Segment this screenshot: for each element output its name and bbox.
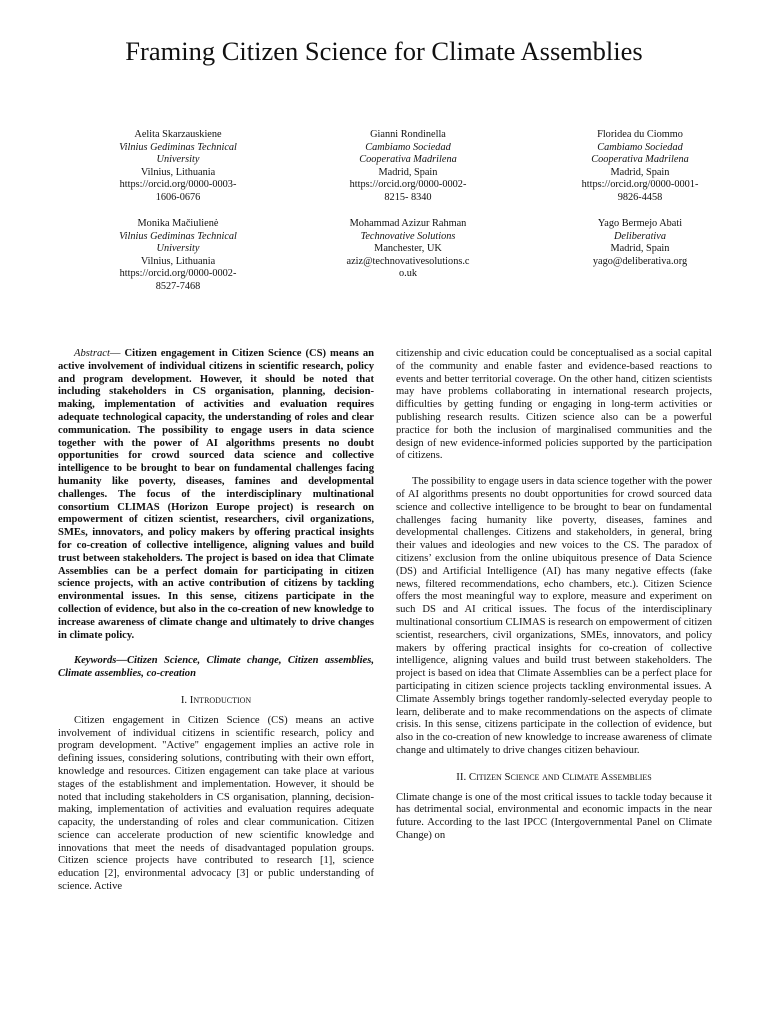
author-name: Monika Mačiulienė bbox=[137, 218, 219, 229]
author-name: Gianni Rondinella bbox=[370, 129, 446, 140]
author-affiliation: University bbox=[156, 243, 200, 255]
author-orcid: 1606-0676 bbox=[155, 191, 201, 203]
author-email: yago@deliberativa.org bbox=[592, 255, 688, 267]
author-location: Madrid, Spain bbox=[610, 243, 670, 255]
author-orcid: https://orcid.org/0000-0002- bbox=[349, 179, 467, 191]
author-affiliation: Cooperativa Madrilena bbox=[359, 154, 457, 166]
author-name: Yago Bermejo Abati bbox=[597, 218, 683, 229]
author-location: Manchester, UK bbox=[374, 243, 442, 255]
right-column bbox=[396, 348, 712, 843]
author-name: Floridea du Ciommo bbox=[597, 129, 683, 140]
author-name: Aelita Skarzauskiene bbox=[134, 129, 222, 140]
author-orcid: https://orcid.org/0000-0002- bbox=[119, 268, 237, 280]
author-orcid: https://orcid.org/0000-0001- bbox=[581, 179, 699, 191]
abstract-body: Citizen engagement in Citizen Science (CS) means an active involvement of individual citizens in scientific research, policy and program development. However, it should be noted that including stakeholders in CS organisation, planning, decision-making, implementation of activities and evaluation requires adequate technological capacity, the understanding of roles and clear communication. The possibility to engage users in data science together with the power of AI algorithms presents no doubt opportunities for crowd sourced data science and collective intelligence to be brought to bear on fundamental challenges facing humanity like poverty, diseases, famines and developmental challenges. The focus of the interdisciplinary multinational consortium CLIMAS (Horizon Europe project) is research on empowerment of citizen scientist, researchers, civil organizations, SMEs, innovators, and policy makers by offering practical insights for co-creation of collective intelligence, aligning values and build trust between stakeholders. The project is based on idea that Climate Assemblies can be a perfect domain for participating in citizen science projects, with an active contribution of citizens by tackling environmental issues. In this sense, citizens participate in the collection of evidence, but also in the co-creation of new knowledge to increase awareness of climate change and ultimately to drive changes in climate policy. bbox=[58, 348, 375, 641]
author-affiliation: Technovative Solutions bbox=[360, 230, 456, 242]
author-affiliation: Cambiamo Sociedad bbox=[597, 141, 683, 153]
abstract bbox=[58, 348, 374, 642]
section-heading-citizen-science: II. Citizen Science and Climate Assemblies bbox=[456, 770, 652, 783]
author-block bbox=[318, 129, 498, 205]
author-affiliation: Deliberativa bbox=[613, 230, 667, 242]
author-email: o.uk bbox=[398, 268, 418, 280]
author-location: Vilnius, Lithuania bbox=[140, 255, 216, 267]
left-column bbox=[58, 348, 374, 894]
introduction-paragraph: Citizen engagement in Citizen Science (CS) means an active involvement of individual citizens in scientific research, policy and program development. "Active" engagement implies an active role in defining issues, considering solutions, contributing with their own effort, knowledge and resources. Citizen engagement can take place at various stages of the establishment and implementation. However, it should be noted that including stakeholders in CS organisation, planning, decision-making, implementation of activities and evaluation requires adequate capacity, the understanding of roles and clear communication. Citizen science can accelerate production of new scientific knowledge and innovations that meet the needs of disadvantaged population groups. Citizen science projects have contributed to research [1], science education [2], environmental advocacy [3] or public understanding of science. Active bbox=[58, 714, 374, 893]
author-block bbox=[88, 218, 268, 294]
author-name: Mohammad Azizur Rahman bbox=[349, 218, 467, 229]
abstract-label: Abstract bbox=[74, 348, 110, 359]
author-block bbox=[318, 218, 498, 281]
author-block bbox=[550, 218, 730, 268]
author-email: aziz@technovativesolutions.c bbox=[346, 255, 470, 267]
author-affiliation: University bbox=[156, 154, 200, 166]
paper-title: Framing Citizen Science for Climate Assemblies bbox=[125, 36, 643, 66]
body-paragraph: Climate change is one of the most critical issues to tackle today because it has detrimental social, environmental and economic impacts in the near future. According to the last IPCC (Intergovernmental Panel on Climate Change) on bbox=[396, 791, 712, 841]
author-location: Madrid, Spain bbox=[378, 166, 438, 178]
author-orcid: 8215- 8340 bbox=[384, 191, 432, 203]
author-affiliation: Vilnius Gediminas Technical bbox=[119, 141, 237, 153]
author-location: Madrid, Spain bbox=[610, 166, 670, 178]
section-heading-introduction: I. Introduction bbox=[180, 693, 252, 706]
author-block bbox=[88, 129, 268, 205]
abstract-dash: — bbox=[109, 348, 121, 359]
author-affiliation: Cambiamo Sociedad bbox=[365, 141, 451, 153]
author-location: Vilnius, Lithuania bbox=[140, 166, 216, 178]
author-affiliation: Vilnius Gediminas Technical bbox=[119, 230, 237, 242]
author-orcid: 8527-7468 bbox=[155, 280, 201, 292]
author-orcid: https://orcid.org/0000-0003- bbox=[119, 179, 237, 191]
body-paragraph: The possibility to engage users in data science together with the power of AI algorithms presents no doubt opportunities for crowd sourced data science and collective intelligence to be brought to bear on fundamental challenges facing humanity like poverty, diseases, famines and developmental challenges. Citizens and stakeholders, in general, bring their values and ideologies and new voices to the CS. The paradox of citizens’ exclusion from the online ubiquitous presence of Data Science (DS) and Artificial Intelligence (AI) has many negative effects (fake news, filtered recommendations, echo chambers, etc.). Citizen Science offers the most meaningful way to explore, measure and experiment on such DS and AI critical issues. The focus of the interdisciplinary multinational consortium CLIMAS is research on empowerment of citizen scientist, researchers, civil organizations, SMEs, innovators, and policy makers by offering practical insights for co-creation of collective intelligence, aligning values and build trust between stakeholders. The project is based on idea that Climate Assemblies can be a perfect place for participating in citizen science projects tackling environmental issues. A Climate Assembly brings together randomly-selected everyday people to learn, deliberate and to make recommendations on the aspects of climate crisis. In this sense, citizens participate in the collection of evidence, but also in the co-creation of new knowledge to increase awareness of climate change and ultimately to drive changes citizen behaviour. bbox=[396, 476, 712, 756]
author-orcid: 9826-4458 bbox=[617, 191, 663, 203]
author-affiliation: Cooperativa Madrilena bbox=[591, 154, 689, 166]
body-paragraph: citizenship and civic education could be conceptualised as a social capital of the community and enable faster and evidence-based reactions to events and better territorial coverage. On the other hand, citizen scientists may have problems collaborating in international research projects, difficulties by getting funding or engaging in long-term activities or publishing research results. Citizen science also can be a powerful practice for both the inclusion of marginalised communities and the design of new evidence-informed policies supported by the participation of citizens. bbox=[396, 348, 712, 462]
author-block bbox=[550, 129, 730, 205]
keywords: Keywords—Citizen Science, Climate change, Citizen assemblies, Climate assemblies, co-creation bbox=[58, 655, 374, 680]
